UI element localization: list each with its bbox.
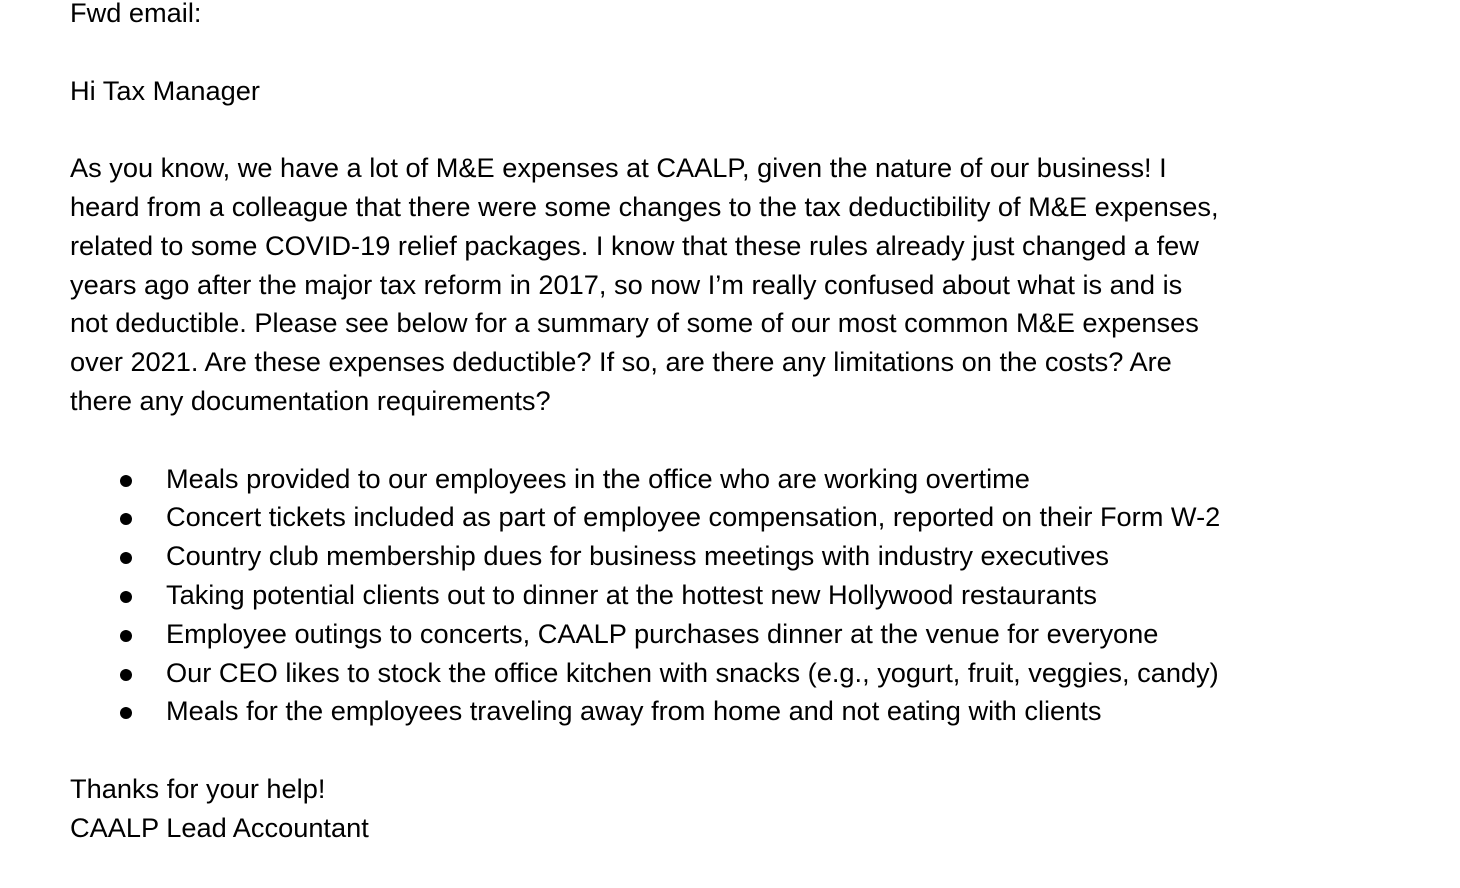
expense-list [70,460,1330,732]
email-document [70,0,1330,848]
expense-text: Our CEO likes to stock the office kitchen with snacks (e.g., yogurt, fruit, veggies, candy) [166,656,1219,688]
bullet-icon [120,475,132,487]
closing: Thanks for your help! [70,772,326,804]
spacer [70,110,1330,149]
body-line: over 2021. Are these expenses deductible? If so, are there any limitations on the costs? Are [70,346,1172,378]
bullet-icon [120,630,132,642]
expense-item [70,537,1330,576]
body-line: related to some COVID-19 relief packages. I know that these rules already just changed a few [70,229,1199,261]
expense-text: Employee outings to concerts, CAALP purchases dinner at the venue for everyone [166,617,1159,649]
expense-text: Taking potential clients out to dinner at the hottest new Hollywood restaurants [166,578,1097,610]
bullet-icon [120,552,132,564]
bullet-icon [120,669,132,681]
expense-item [70,615,1330,654]
bullet-icon [120,591,132,603]
email-body-paragraph [70,149,1330,421]
forward-header: Fwd email: [70,0,202,28]
bullet-icon [120,513,132,525]
spacer [70,421,1330,460]
body-line: not deductible. Please see below for a summary of some of our most common M&E expenses [70,307,1199,339]
expense-text: Meals for the employees traveling away from home and not eating with clients [166,695,1102,727]
body-line: As you know, we have a lot of M&E expenses at CAALP, given the nature of our business! I [70,152,1167,184]
spacer [70,33,1330,72]
body-line: heard from a colleague that there were some changes to the tax deductibility of M&E expenses, [70,190,1219,222]
expense-item [70,498,1330,537]
body-line: years ago after the major tax reform in 2017, so now I’m really confused about what is and is [70,268,1183,300]
signature: CAALP Lead Accountant [70,811,369,843]
expense-item [70,576,1330,615]
greeting: Hi Tax Manager [70,74,260,106]
expense-item [70,692,1330,731]
spacer [70,731,1330,770]
bullet-icon [120,707,132,719]
body-line: there any documentation requirements? [70,384,551,416]
expense-text: Meals provided to our employees in the office who are working overtime [166,462,1030,494]
expense-text: Country club membership dues for business meetings with industry executives [166,540,1109,572]
expense-item [70,460,1330,499]
expense-text: Concert tickets included as part of employee compensation, reported on their Form W-2 [166,501,1221,533]
expense-item [70,654,1330,693]
